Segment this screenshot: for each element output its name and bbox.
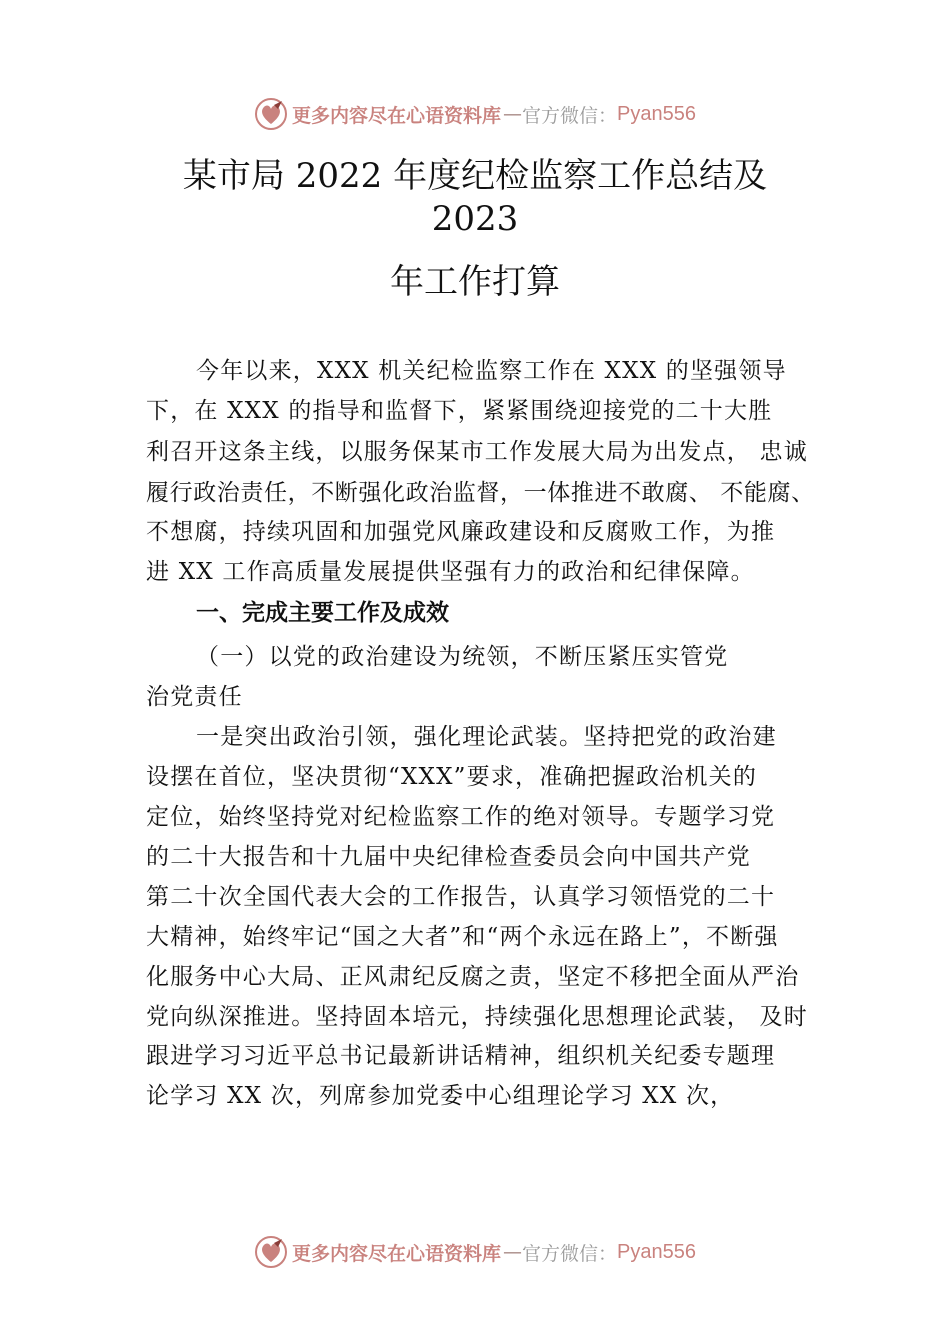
paragraph-2-line-2: 设摆在首位，坚决贯彻“XXX”要求，准确把握政治机关的 bbox=[146, 764, 758, 790]
paragraph-2-line-3: 定位，始终坚持党对纪检监察工作的绝对领导。专题学习党 bbox=[146, 804, 776, 830]
paragraph-2-line-1: 一是突出政治引领，强化理论武装。坚持把党的政治建 bbox=[196, 724, 777, 750]
watermark-wechat-id: Pyan556 bbox=[617, 1240, 696, 1263]
paragraph-1-line-2: 下，在 XXX 的指导和监督下，紧紧围绕迎接党的二十大胜 bbox=[146, 398, 773, 424]
paragraph-2-line-6: 大精神，始终牢记“国之大者”和“两个永远在路上”，不断强 bbox=[146, 924, 779, 950]
paragraph-1-line-6: 进 XX 工作高质量发展提供坚强有力的政治和纪律保障。 bbox=[146, 559, 755, 585]
paragraph-1-line-3: 利召开这条主线，以服务保某市工作发展大局为出发点， 忠诚 bbox=[146, 439, 808, 465]
heart-pen-logo-icon bbox=[254, 97, 288, 131]
watermark-footer bbox=[0, 1232, 950, 1272]
subheading-1-line-1: （一）以党的政治建设为统领，不断压紧压实管党 bbox=[196, 644, 729, 670]
section-heading-1: 一、完成主要工作及成效 bbox=[196, 600, 449, 626]
paragraph-2-line-7: 化服务中心大局、正风肃纪反腐之责，坚定不移把全面从严治 bbox=[146, 964, 800, 990]
paragraph-1-line-5: 不想腐，持续巩固和加强党风廉政建设和反腐败工作，为推 bbox=[146, 519, 776, 545]
watermark-header bbox=[0, 94, 950, 134]
document-title-line-2: 2023 bbox=[431, 199, 519, 239]
watermark-wechat-id: Pyan556 bbox=[617, 102, 696, 125]
heart-pen-logo-icon bbox=[254, 1235, 288, 1269]
document-title-line-3: 年工作打算 bbox=[390, 262, 560, 302]
paragraph-1-line-1: 今年以来，XXX 机关纪检监察工作在 XXX 的坚强领导 bbox=[196, 358, 787, 384]
watermark-separator: — bbox=[503, 1241, 523, 1263]
watermark-wechat-label: 官方微信： bbox=[522, 1242, 618, 1265]
watermark-separator: — bbox=[503, 103, 523, 125]
watermark-wechat-label: 官方微信： bbox=[522, 104, 618, 127]
paragraph-2-line-10: 论学习 XX 次，列席参加党委中心组理论学习 XX 次， bbox=[146, 1083, 735, 1109]
watermark-brand: 更多内容尽在心语资料库 bbox=[292, 1242, 502, 1265]
paragraph-2-line-5: 第二十次全国代表大会的工作报告，认真学习领悟党的二十 bbox=[146, 884, 776, 910]
subheading-1-line-2: 治党责任 bbox=[146, 684, 243, 710]
paragraph-1-line-4: 履行政治责任，不断强化政治监督，一体推进不敢腐、 不能腐、 bbox=[146, 480, 815, 506]
paragraph-2-line-4: 的二十大报告和十九届中央纪律检查委员会向中国共产党 bbox=[146, 844, 751, 870]
document-title-line-1: 某市局 2022 年度纪检监察工作总结及 bbox=[182, 156, 768, 196]
paragraph-2-line-9: 跟进学习习近平总书记最新讲话精神，组织机关纪委专题理 bbox=[146, 1043, 776, 1069]
paragraph-2-line-8: 党向纵深推进。坚持固本培元，持续强化思想理论武装， 及时 bbox=[146, 1004, 808, 1030]
watermark-brand: 更多内容尽在心语资料库 bbox=[292, 104, 502, 127]
